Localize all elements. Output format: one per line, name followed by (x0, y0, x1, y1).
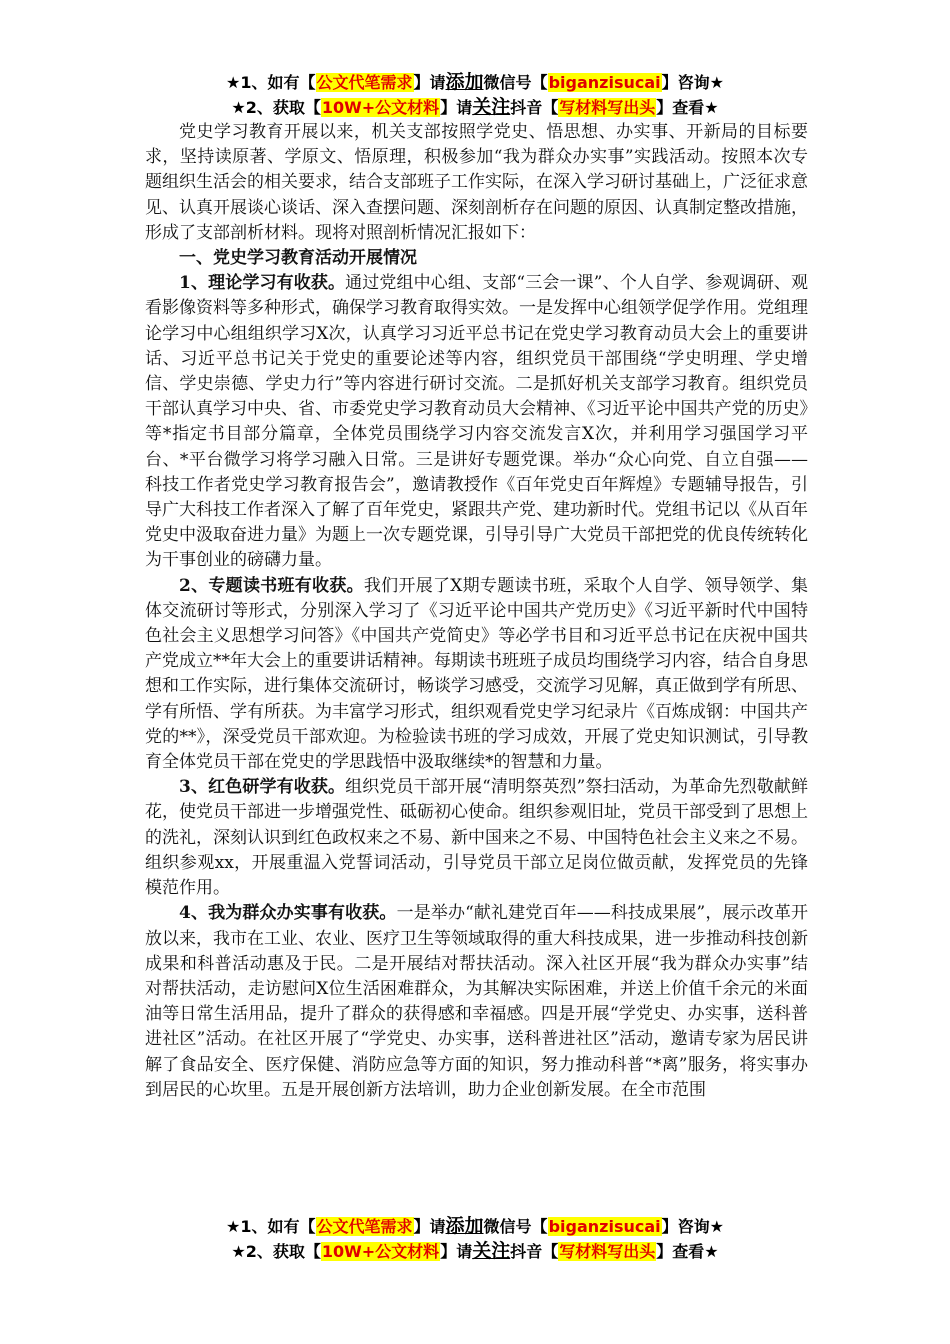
item-text: 一是举办“献礼建党百年——科技成果展”，展示改革开放以来，我市在工业、农业、医疗卫生等领域取得的重大科技成果，进一步推动科技创新成果和科普活动惠及于民。二是开展结对帮扶活动。深入社区开展“我为群众办实事”结对帮扶活动，走访慰问X位生活困难群众，为其解决实际困难，并送上价值千余元的米面油等日常生活用品，提升了群众的获得感和幸福感。四是开展“学党史、办实事，送科普进社区”活动。在社区开展了“学党史、办实事，送科普进社区”活动，邀请专家为居民讲解了食品安全、医疗保健、消防应急等方面的知识，努力推动科普“*离”服务，将实事办到居民的心坎里。五是开展创新方法培训，助力企业创新发展。在全市范围 (145, 903, 808, 1100)
banner-highlight: 公文代笔需求 (316, 1217, 413, 1236)
banner-text: 微信号【 (483, 73, 548, 92)
item-paragraph (145, 901, 808, 1103)
item-lead: 4、我为群众办实事有收获。 (179, 903, 397, 924)
banner-line-2 (0, 95, 950, 120)
item-text: 通过党组中心组、支部“三会一课”、个人自学、参观调研、观看影像资料等多种形式，确保学习教育取得实效。一是发挥中心组领学促学作用。党组理论学习中心组组织学习X次，认真学习习近平总书记在党史学习教育动员大会上的重要讲话、习近平总书记关于党史的重要论述等内容，组织党员干部围绕“学史明理、学史增信、学史崇德、学史力行”等内容进行研讨交流。二是抓好机关支部学习教育。组织党员干部认真学习中央、省、市委党史学习教育动员大会精神、《习近平论中国共产党的历史》等*指定书目部分篇章，全体党员围绕学习内容交流发言X次，并利用学习强国学习平台、*平台微学习将学习融入日常。三是讲好专题党课。举办“众心向党、自立自强——科技工作者党史学习教育报告会”，邀请教授作《百年党史百年辉煌》专题辅导报告，引导广大科技工作者深入了解了百年党史，紧跟共产党、建功新时代。党组书记以《从百年党史中汲取奋进力量》为题上一次专题党课，引导引导广大党员干部把党的优良传统转化为干事创业的磅礴力量。 (145, 273, 808, 571)
banner-text: 】请 (440, 98, 473, 117)
banner-text: 】请 (413, 73, 446, 92)
banner-text: ★1、如有【 (226, 73, 316, 92)
banner-highlight: 写材料写出头 (559, 98, 656, 117)
banner-highlight: biganzisucai (548, 1217, 661, 1236)
item-text: 我们开展了X期专题读书班，采取个人自学、领导领学、集体交流研讨等形式，分别深入学习了《习近平论中国共产党历史》《习近平新时代中国特色社会主义思想学习问答》《中国共产党简史》等必学书目和习近平总书记在庆祝中国共产党成立**年大会上的重要讲话精神。每期读书班班子成员均围绕学习内容，结合自身思想和工作实际，进行集体交流研讨，畅谈学习感受，交流学习见解，真正做到学有所思、学有所悟、学有所获。为丰富学习形式，组织观看党史学习纪录片《百炼成钢：中国共产党的**》，深受党员干部欢迎。为检验读书班的学习成效，开展了党史知识测试，引导教育全体党员干部在党史的学思践悟中汲取继续*的智慧和力量。 (145, 575, 808, 773)
section-heading: 一、党史学习教育活动开展情况 (179, 248, 417, 269)
intro-paragraph: 党史学习教育开展以来，机关支部按照学党史、悟思想、办实事、开新局的目标要求，坚持读原著、学原文、悟原理，积极参加“我为群众办实事”实践活动。按照本次专题组织生活会的相关要求，结合支部班子工作实际，在深入学习研讨基础上，广泛征求意见、认真开展谈心谈话、深入查摆问题、深刻剖析存在问题的原因、认真制定整改措施，形成了支部剖析材料。现将对照剖析情况汇报如下： (145, 122, 808, 243)
banner-highlight: 10W+公文材料 (321, 98, 440, 117)
banner-emphasis: 添加 (445, 1215, 484, 1237)
top-banner (0, 70, 950, 120)
banner-emphasis: 关注 (472, 1240, 511, 1262)
bottom-banner (0, 1214, 950, 1264)
banner-text: 抖音【 (510, 98, 559, 117)
banner-highlight: 10W+公文材料 (321, 1242, 440, 1261)
banner-line-2 (0, 1239, 950, 1264)
banner-highlight: 公文代笔需求 (316, 73, 413, 92)
banner-text: 】请 (440, 1242, 473, 1261)
banner-text: 】查看★ (656, 1242, 719, 1261)
banner-text: 】咨询★ (661, 1217, 724, 1236)
banner-text: 】请 (413, 1217, 446, 1236)
banner-emphasis: 添加 (445, 71, 484, 93)
item-paragraph (145, 271, 808, 573)
item-lead: 1、理论学习有收获。 (179, 273, 346, 294)
banner-text: ★1、如有【 (226, 1217, 316, 1236)
banner-line-1 (0, 70, 950, 95)
banner-highlight: biganzisucai (548, 73, 661, 92)
banner-emphasis: 关注 (472, 96, 511, 118)
banner-text: ★2、获取【 (231, 1242, 321, 1261)
item-paragraph (145, 775, 808, 901)
banner-text: 】咨询★ (661, 73, 724, 92)
item-lead: 2、专题读书班有收获。 (179, 575, 364, 596)
item-lead: 3、红色研学有收获。 (179, 777, 346, 798)
document-body (145, 120, 808, 1103)
item-text: 组织党员干部开展“清明祭英烈”祭扫活动，为革命先烈敬献鲜花，使党员干部进一步增强党性、砥砺初心使命。组织参观旧址，党员干部受到了思想上的洗礼，深刻认识到红色政权来之不易、新中国来之不易、中国特色社会主义来之不易。组织参观xx，开展重温入党誓词活动，引导党员干部立足岗位做贡献，发挥党员的先锋模范作用。 (145, 777, 808, 899)
item-paragraph (145, 574, 808, 776)
banner-text: 抖音【 (510, 1242, 559, 1261)
banner-highlight: 写材料写出头 (559, 1242, 656, 1261)
banner-text: ★2、获取【 (231, 98, 321, 117)
banner-text: 】查看★ (656, 98, 719, 117)
banner-text: 微信号【 (483, 1217, 548, 1236)
banner-line-1 (0, 1214, 950, 1239)
